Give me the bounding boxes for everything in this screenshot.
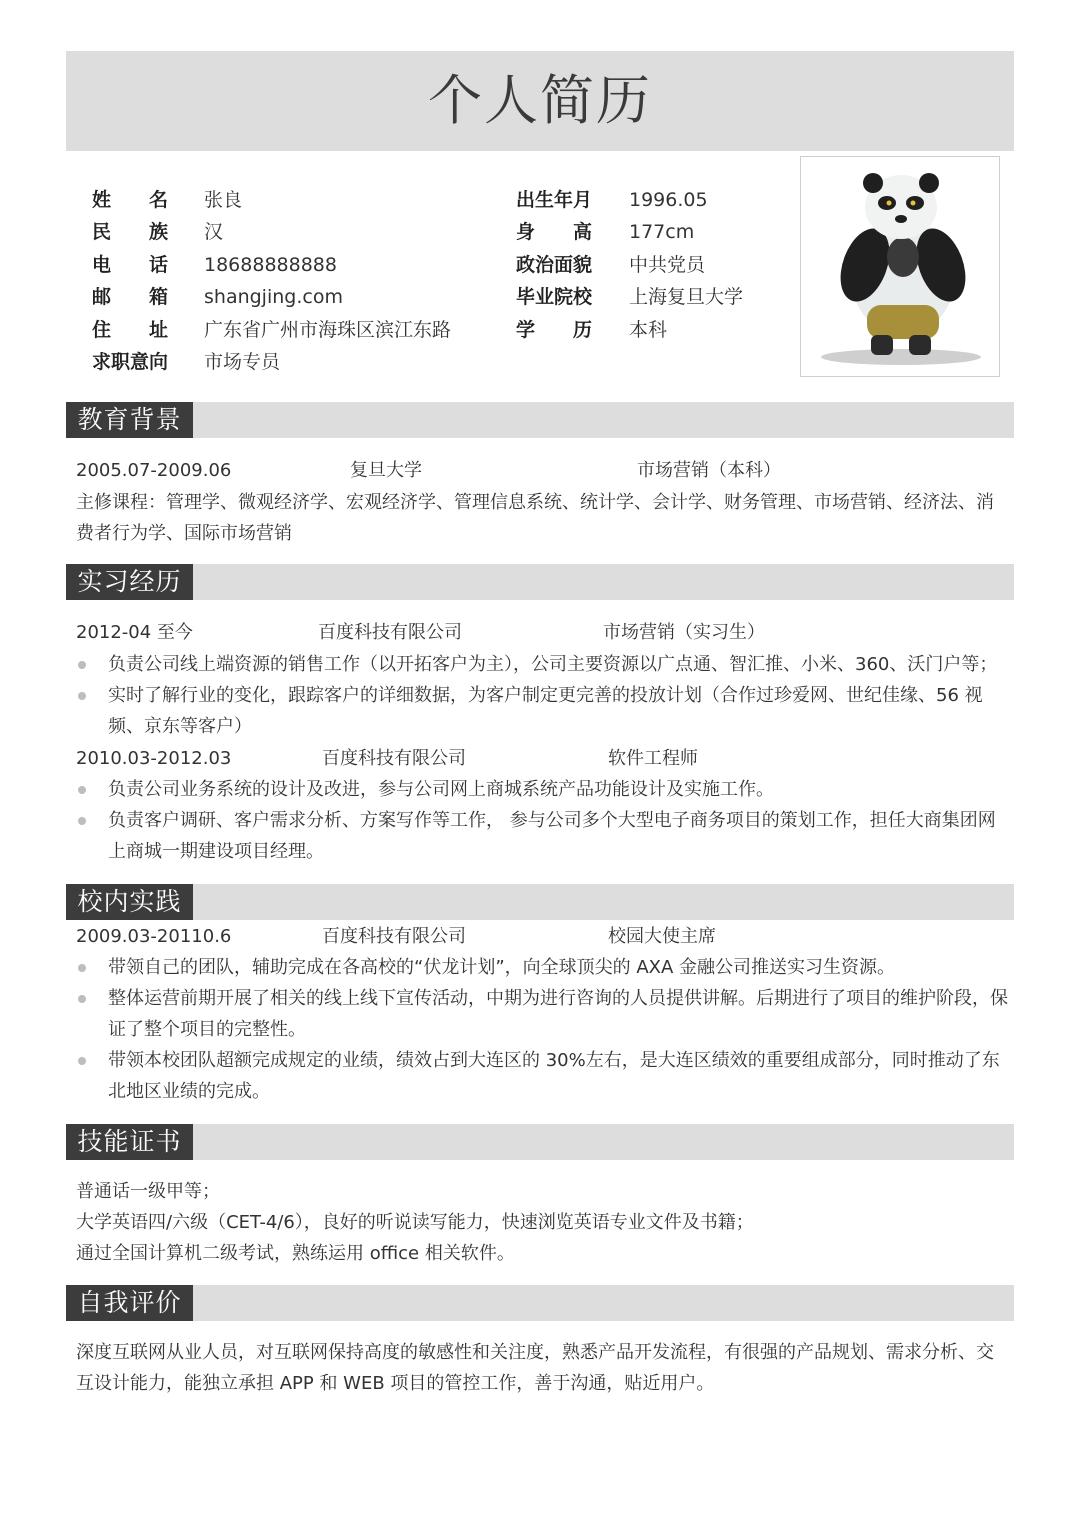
internship-bullet: 负责公司业务系统的设计及改进，参与公司网上商城系统产品功能设计及实施工作。 bbox=[108, 779, 774, 800]
campus-bullet: 带领本校团队超额完成规定的业绩，绩效占到大连区的 30%左右，是大连区绩效的重要组成部分，同时推动了东北地区业绩的完成。 bbox=[108, 1050, 1000, 1102]
campus-company: 百度科技有限公司 bbox=[322, 926, 466, 947]
internship-company: 百度科技有限公司 bbox=[322, 748, 466, 769]
section-title: 技能证书 bbox=[77, 1127, 182, 1156]
info-value: 18688888888 bbox=[204, 254, 337, 276]
info-objective bbox=[92, 347, 492, 377]
info-name bbox=[92, 185, 492, 215]
info-value: 上海复旦大学 bbox=[629, 286, 744, 308]
internship-date: 2010.03-2012.03 bbox=[76, 748, 232, 769]
info-email bbox=[92, 282, 492, 312]
internship-role: 软件工程师 bbox=[608, 748, 698, 769]
section-skills-header bbox=[66, 1124, 1014, 1160]
info-ethnicity bbox=[92, 217, 492, 247]
education-courses: 主修课程：管理学、微观经济学、宏观经济学、管理信息系统、统计学、会计学、财务管理、市场营销、经济法、消费者行为学、国际市场营销 bbox=[76, 492, 994, 544]
page-title: 个人简历 bbox=[428, 69, 652, 132]
info-label: 电 话 bbox=[92, 254, 168, 276]
section-title: 校内实践 bbox=[77, 887, 182, 916]
section-title: 教育背景 bbox=[77, 405, 182, 434]
info-label: 出生年月 bbox=[516, 189, 593, 211]
skill-line: 通过全国计算机二级考试，熟练运用 office 相关软件。 bbox=[76, 1243, 515, 1264]
info-value: 中共党员 bbox=[629, 254, 706, 276]
info-political bbox=[516, 250, 786, 280]
bullet-dot bbox=[78, 692, 86, 700]
education-major: 市场营销（本科） bbox=[637, 460, 781, 481]
internship-bullet: 负责公司线上端资源的销售工作（以开拓客户为主），公司主要资源以广点通、智汇推、小米、360、沃门户等； bbox=[108, 654, 998, 675]
self-eval-text: 深度互联网从业人员，对互联网保持高度的敏感性和关注度，熟悉产品开发流程，有很强的产品规划、需求分析、交互设计能力，能独立承担 APP 和 WEB 项目的管控工作，善于沟通，贴近用户。 bbox=[76, 1342, 994, 1394]
bullet-dot bbox=[78, 786, 86, 794]
skill-line: 大学英语四/六级（CET-4/6），良好的听说读写能力，快速浏览英语专业文件及书籍； bbox=[76, 1212, 754, 1233]
campus-bullet: 整体运营前期开展了相关的线上线下宣传活动，中期为进行咨询的人员提供讲解。后期进行了项目的维护阶段，保证了整个项目的完整性。 bbox=[108, 988, 1008, 1040]
info-value: 张良 bbox=[204, 189, 243, 211]
info-label: 学 历 bbox=[516, 319, 592, 341]
section-title: 实习经历 bbox=[77, 567, 182, 596]
info-address bbox=[92, 315, 512, 345]
info-label: 政治面貌 bbox=[516, 254, 593, 276]
info-label: 民 族 bbox=[92, 221, 168, 243]
info-value: 市场专员 bbox=[204, 351, 281, 373]
bullet-dot bbox=[78, 964, 86, 972]
education-date: 2005.07-2009.06 bbox=[76, 460, 232, 481]
info-label: 姓 名 bbox=[92, 189, 168, 211]
info-value: 汉 bbox=[204, 221, 224, 243]
section-education-header bbox=[66, 402, 1014, 438]
section-internship-header bbox=[66, 564, 1014, 600]
info-value: 177cm bbox=[629, 221, 695, 243]
info-value: 本科 bbox=[629, 319, 668, 341]
internship-company: 百度科技有限公司 bbox=[318, 622, 462, 643]
internship-bullet: 实时了解行业的变化，跟踪客户的详细数据，为客户制定更完善的投放计划（合作过珍爱网、世纪佳缘、56 视频、京东等客户） bbox=[108, 685, 983, 737]
info-phone bbox=[92, 250, 492, 280]
info-label: 邮 箱 bbox=[92, 286, 168, 308]
education-school: 复旦大学 bbox=[350, 460, 422, 481]
bullet-dot bbox=[78, 661, 86, 669]
campus-bullet: 带领自己的团队，辅助完成在各高校的“伏龙计划”，向全球顶尖的 AXA 金融公司推送实习生资源。 bbox=[108, 957, 896, 978]
info-school bbox=[516, 282, 786, 312]
bullet-dot bbox=[78, 817, 86, 825]
info-degree bbox=[516, 315, 786, 345]
bullet-dot bbox=[78, 995, 86, 1003]
profile-photo bbox=[800, 156, 1000, 377]
info-label: 求职意向 bbox=[92, 351, 169, 373]
section-title: 自我评价 bbox=[77, 1288, 182, 1317]
section-self-eval-header bbox=[66, 1285, 1014, 1321]
info-value: 广东省广州市海珠区滨江东路 bbox=[204, 319, 452, 341]
internship-date: 2012-04 至今 bbox=[76, 622, 193, 643]
campus-role: 校园大使主席 bbox=[608, 926, 716, 947]
info-height bbox=[516, 217, 786, 247]
internship-bullet: 负责客户调研、客户需求分析、方案写作等工作， 参与公司多个大型电子商务项目的策划工作，担任大商集团网上商城一期建设项目经理。 bbox=[108, 810, 996, 862]
bullet-dot bbox=[78, 1057, 86, 1065]
campus-date: 2009.03-20110.6 bbox=[76, 926, 232, 947]
title-band bbox=[66, 51, 1014, 151]
section-campus-header bbox=[66, 884, 1014, 920]
info-birth bbox=[516, 185, 786, 215]
panda-icon bbox=[801, 157, 1000, 377]
skill-line: 普通话一级甲等； bbox=[76, 1181, 220, 1202]
info-label: 住 址 bbox=[92, 319, 168, 341]
info-value: shangjing.com bbox=[204, 286, 343, 308]
internship-role: 市场营销（实习生） bbox=[603, 622, 765, 643]
info-value: 1996.05 bbox=[629, 189, 708, 211]
info-label: 身 高 bbox=[516, 221, 592, 243]
info-label: 毕业院校 bbox=[516, 286, 593, 308]
